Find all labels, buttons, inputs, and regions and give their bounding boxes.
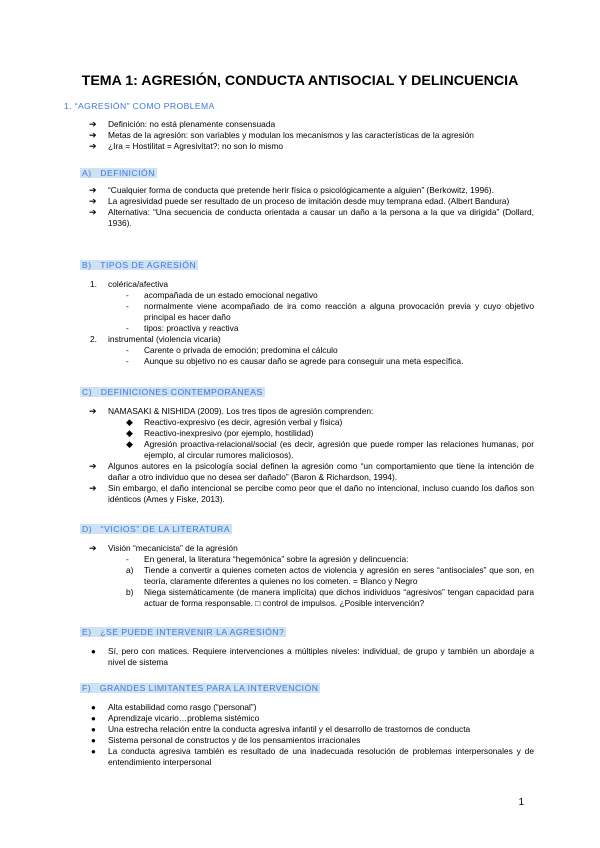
arrow-icon: ➔ [89,185,97,195]
sub-item: - tipos: proactiva y reactiva [126,323,239,333]
list-item: ● Alta estabilidad como rasgo (“personal”) [91,702,257,712]
bullet-icon: ● [91,714,96,723]
sub-item: - En general, la literatura “hegemónica” sobre la agresión y delincuencia: [126,554,409,564]
section-c-list [64,406,534,505]
arrow-icon: ➔ [89,461,97,471]
arrow-icon: ➔ [89,406,97,416]
page-number: 1 [518,797,524,808]
section-b-list [64,279,534,367]
arrow-icon: ➔ [89,119,97,129]
arrow-icon: ➔ [89,543,97,553]
list-item: 2. instrumental (violencia vicaria) [90,334,221,344]
arrow-icon: ➔ [89,483,97,493]
section-d-list [64,543,534,609]
arrow-icon: ➔ [89,196,97,206]
section-heading-c: C) DEFINICIONES CONTEMPORÁNEAS [82,387,263,397]
section-a-list [64,185,534,229]
list-item: ➔ NAMASAKI & NISHIDA (2009). Los tres tipos de agresión comprenden: [89,406,374,416]
section-f-list [64,702,534,768]
list-item: ● La conducta agresiva también es resultado de una inadecuada resolución de problemas interpersonales y de entendimiento interpersonal [91,746,534,767]
bullet-icon: ● [91,736,96,745]
bullet-icon: ● [91,703,96,712]
intro-list [64,119,534,152]
sub-item: - acompañada de un estado emocional negativo [126,290,318,300]
sub-item: b) Niega sistemáticamente (de manera implícita) que dichos individuos “agresivos” tengan capacidad para actuar de forma responsable. □ control de impulsos. ¿Posible intervención? [126,587,534,608]
section-heading-a: A) DEFINICIÓN [82,168,155,178]
list-item: ➔ La agresividad puede ser resultado de un proceso de imitación desde muy temprana edad. (Albert Bandura) [89,196,510,206]
page-title: TEMA 1: AGRESIÓN, CONDUCTA ANTISOCIAL Y DELINCUENCIA [81,73,519,89]
arrow-icon: ➔ [89,141,97,151]
list-item: ➔ Definición: no está plenamente consensuada [89,119,276,129]
list-item: ➔ Visión “mecanicista” de la agresión [89,543,238,553]
sub-item: ◆ Reactivo-inexpresivo (por ejemplo, hostilidad) [126,428,314,438]
sub-item: - normalmente viene acompañado de ira como reacción a alguna provocación previa y cuyo objetivo principal es hacer daño [126,301,534,322]
arrow-icon: ➔ [89,207,97,217]
list-item: 1. colérica/afectiva [90,279,169,289]
section-heading-e: E) ¿SE PUEDE INTERVENIR LA AGRESIÓN? [82,627,285,637]
bullet-icon: ● [91,647,96,656]
list-item: ➔ Algunos autores en la psicología social definen la agresión como “un comportamiento que tiene la intención de dañar a otro individuo que no desea ser dañado” (Baron & Richardson, 1994). [89,461,534,482]
section-heading-f: F) GRANDES LIMITANTES PARA LA INTERVENCIÓN [82,683,319,693]
bullet-icon: ● [91,725,96,734]
main-heading: 1. “AGRESIÓN” COMO PROBLEMA [64,101,215,111]
section-heading-d: D) “VICIOS” DE LA LITERATURA [82,524,231,534]
diamond-icon: ◆ [126,417,133,427]
list-item: ● Aprendizaje vicario…problema sistémico [91,713,260,723]
sub-item: - Carente o privada de emoción; predomina el cálculo [126,345,338,355]
section-e-list [64,646,534,668]
list-item: ● Sí, pero con matices. Requiere intervenciones a múltiples niveles: individual, de grupo y también un abordaje a nivel de sistema [91,646,534,667]
sub-item: - Aunque su objetivo no es causar daño se agrede para conseguir una meta específica. [126,356,464,366]
list-item: ➔ Metas de la agresión: son variables y modulan los mecanismos y las características de la agresión [89,130,474,140]
diamond-icon: ◆ [126,428,133,438]
list-item: ➔ Sin embargo, el daño intencional se percibe como peor que el daño no intencional, incluso cuando los daños son idénticos (Ames y Fiske, 2013). [89,483,534,504]
list-item: ● Sistema personal de constructos y de los pensamientos irracionales [91,735,361,745]
bullet-icon: ● [91,747,96,756]
list-item: ● Una estrecha relación entre la conducta agresiva infantil y el desarrollo de trastornos de conducta [91,724,471,734]
list-item: ➔ “Cualquier forma de conducta que pretende herir física o psicológicamente a alguien” (Berkowitz, 1996). [89,185,494,195]
sub-item: ◆ Agresión proactiva-relacional/social (es decir, agresión que puede romper las relaciones humanas, por ejemplo, al circular rumores maliciosos). [126,439,534,460]
list-item: ➔ Alternativa: “Una secuencia de conducta orientada a causar un daño a la persona a la que va dirigida” (Dollard, 1936). [89,207,534,228]
list-item: ➔ ¿Ira = Hostilitat = Agresivitat?: no son lo mismo [89,141,284,151]
sub-item: ◆ Reactivo-expresivo (es decir, agresión verbal y física) [126,417,343,427]
arrow-icon: ➔ [89,130,97,140]
sub-item: a) Tiende a convertir a quienes cometen actos de violencia y agresión en seres “antisociales” que son, en teoría, claramente diferentes a quienes no los cometen. = Blanco y Negro [126,565,534,586]
section-heading-b: B) TIPOS DE AGRESIÓN [82,260,197,270]
diamond-icon: ◆ [126,439,133,449]
